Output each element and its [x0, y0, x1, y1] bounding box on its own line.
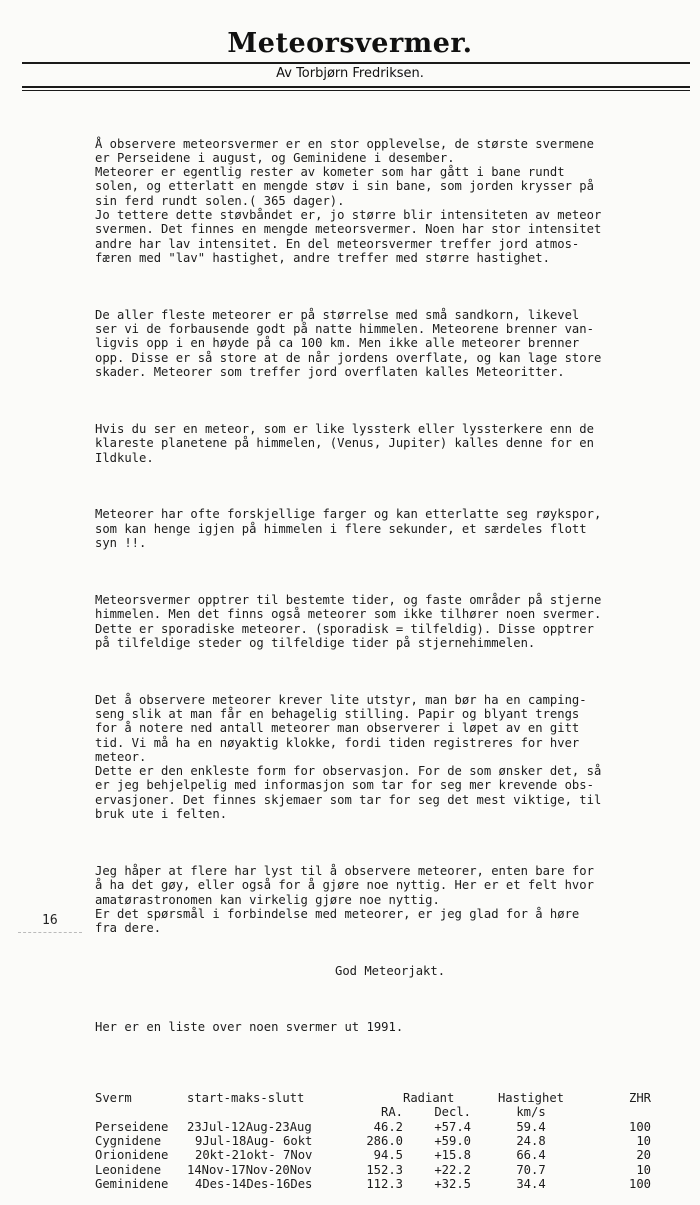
header-cell: ZHR [628, 1091, 651, 1106]
cell-dates: 9Jul-18Aug- 6okt [195, 1134, 313, 1148]
table-row [95, 1148, 651, 1162]
subheader-cell: RA. [380, 1105, 403, 1120]
header-cell [345, 1091, 403, 1105]
cell-speed: 66.4 [516, 1148, 546, 1163]
cell-dates: 23Jul-12Aug-23Aug [187, 1119, 312, 1134]
cell-name: Geminidene [95, 1176, 169, 1191]
cell-speed: 24.8 [516, 1134, 546, 1148]
scan-mark [18, 932, 82, 933]
cell-dates: 4Des-14Des-16Des [195, 1176, 313, 1191]
paragraph: Jeg håper at flere har lyst til å observere meteorer, enten bare for å ha det gøy, eller også for å gjøre noe nyttig. Her er et felt hvor amatørastronomen kan virkelig gjøre noe nyttig. Er det spørsmål i forbindelse med meteorer, er jeg glad for å høre fra dere. [95, 863, 594, 936]
paragraph: Det å observere meteorer krever lite utstyr, man bør ha en camping- seng slik at man får en behagelig stilling. Papir og blyant trengs for å notere ned antall meteorer man observerer i løpet av en gitt tid. Vi må ha en nøyaktig klokke, fordi tiden registreres for hver meteor. Dette er den enkleste form for observasjon. For de som ønsker det, så er jeg behjelpelig med informasjon som tar for seg mer krevende obs- ervasjoner. Det finnes skjemaer som tar for seg det mest viktige, til bruk ute i felten. [95, 692, 602, 822]
cell-speed: 59.4 [516, 1119, 546, 1134]
header-cell: start-maks-slutt [187, 1091, 305, 1106]
cell-ra: 152.3 [366, 1162, 403, 1177]
cell-name: Perseidene [95, 1119, 169, 1134]
paragraph: Hvis du ser en meteor, som er like lyssterk eller lyssterkere enn de klareste planetene på himmelen, (Venus, Jupiter) kalles denne for en Ildkule. [95, 421, 594, 465]
subheader-cell: Decl. [434, 1105, 471, 1120]
cell-ra: 112.3 [366, 1176, 403, 1191]
subheader-cell: km/s [516, 1105, 546, 1120]
cell-decl: +57.4 [434, 1119, 471, 1134]
subheader-cell [591, 1105, 651, 1119]
cell-zhr: 100 [628, 1119, 651, 1134]
table-row [95, 1177, 651, 1191]
cell-zhr: 10 [636, 1162, 651, 1177]
paragraph: De aller fleste meteorer er på størrelse med små sandkorn, likevel ser vi de forbausende godt på natte himmelen. Meteorene brenner van- ligvis opp i en høyde på ca 100 km. Men ikke alle meteorer brenner opp. Disse er så store at de når jordens overflate, og kan lage store skader. Meteorer som treffer jord overflaten kalles Meteoritter. [95, 307, 602, 380]
cell-zhr: 10 [636, 1134, 651, 1148]
page-title: Meteorsvermer. [227, 28, 473, 59]
cell-dates: 14Nov-17Nov-20Nov [187, 1162, 312, 1177]
cell-decl: +22.2 [434, 1162, 471, 1177]
cell-decl: +32.5 [434, 1176, 471, 1191]
byline: Av Torbjørn Fredriksen. [276, 66, 424, 81]
cell-zhr: 20 [636, 1148, 651, 1163]
table-header-row [95, 1091, 651, 1105]
list-intro: Her er en liste over noen svermer ut 1991. [95, 1019, 404, 1034]
cell-decl: +15.8 [434, 1148, 471, 1163]
meteor-shower-table [95, 1091, 651, 1191]
table-row [95, 1120, 651, 1134]
cell-speed: 34.4 [516, 1176, 546, 1191]
table-subheader-row [95, 1105, 651, 1119]
byline-rule-bottom [22, 90, 690, 91]
cell-zhr: 100 [628, 1176, 651, 1191]
cell-name: Leonidene [95, 1162, 162, 1177]
cell-ra: 46.2 [373, 1119, 403, 1134]
cell-speed: 70.7 [516, 1162, 546, 1177]
table-row [95, 1134, 651, 1148]
byline-rule-top [22, 86, 690, 88]
cell-decl: +59.0 [434, 1134, 471, 1148]
cell-name: Cygnidene [95, 1134, 162, 1148]
cell-name: Orionidene [95, 1148, 169, 1163]
table-row [95, 1163, 651, 1177]
cell-ra: 286.0 [366, 1134, 403, 1148]
subheader-cell [95, 1105, 187, 1119]
cell-ra: 94.5 [373, 1148, 403, 1163]
paragraph: Meteorer har ofte forskjellige farger og kan etterlatte seg røykspor, som kan henge igjen på himmelen i flere sekunder, et særdeles flott syn !!. [95, 507, 602, 551]
page-number: 16 [42, 913, 58, 928]
cell-dates: 20kt-21okt- 7Nov [195, 1148, 313, 1163]
header-cell: Sverm [95, 1091, 132, 1106]
subheader-cell [187, 1105, 345, 1119]
header-cell: Hastighet [497, 1091, 565, 1106]
paragraph: Å observere meteorsvermer er en stor opplevelse, de største svermene er Perseidene i august, og Geminidene i desember. Meteorer er egentlig rester av kometer som har gått i bane rundt solen, og etterlatt en mengde støv i sin bane, som jorden krysser på sin ferd rundt solen.( 365 dager). Jo tettere dette støvbåndet er, jo større blir intensiteten av meteor svermen. Det finnes en mengde meteorsvermer. Noen har stor intensitet andre har lav intensitet. En del meteorsvermer treffer jord atmos- færen med "lav" hastighet, andre treffer med større hastighet. [95, 136, 602, 265]
signoff: God Meteorjakt. [335, 964, 446, 979]
header-cell-radiant: Radiant [403, 1091, 455, 1106]
paragraph: Meteorsvermer opptrer til bestemte tider, og faste områder på stjerne himmelen. Men det finns også meteorer som ikke tilhører noen svermer. Dette er sporadiske meteorer. (sporadisk = tilfeldig). Disse opptrer på tilfeldige steder og tilfeldige tider på stjernehimmelen. [95, 592, 602, 650]
article-body [95, 108, 675, 1205]
title-rule [22, 62, 690, 64]
